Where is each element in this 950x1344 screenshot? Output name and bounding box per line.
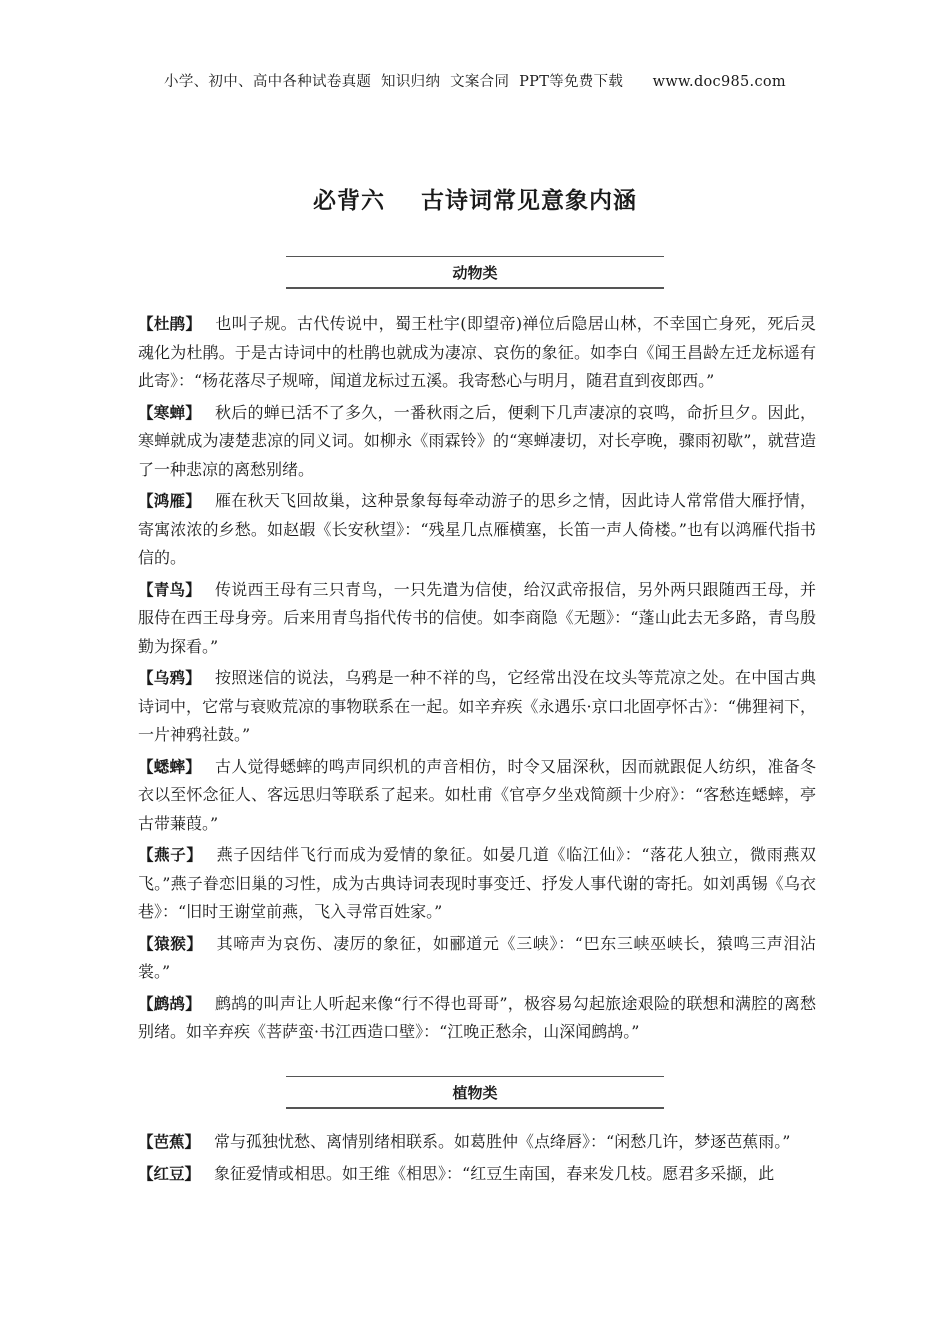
entry-term: 【红豆】 xyxy=(138,1164,201,1183)
entry-text: 按照迷信的说法，乌鸦是一种不祥的鸟，它经常出没在坟头等荒凉之处。在中国古典诗词中，它常与衰败荒凉的事物联系在一起。如辛弃疾《永遇乐·京口北固亭怀古》：“佛狸祠下，一片神鸦社鼓。” xyxy=(138,668,816,744)
entry-term: 【鹧鸪】 xyxy=(138,994,201,1013)
entry-term: 【杜鹃】 xyxy=(138,315,202,333)
entry-qingniao xyxy=(138,576,816,662)
entry-text: 象征爱情或相思。如王维《相思》：“红豆生南国，春来发几枝。愿君多采撷，此 xyxy=(214,1163,775,1183)
entry-text: 古人觉得蟋蟀的鸣声同织机的声音相仿，时令又届深秋，因而就跟促人纺织，准备冬衣以至怀念征人、客远思归等联系了起来。如杜甫《官亭夕坐戏简颜十少府》：“客愁连蟋蟀，亭古带蒹葭。” xyxy=(138,756,816,833)
entry-text: 燕子因结伴飞行而成为爱情的象征。如晏几道《临江仙》：“落花人独立，微雨燕双飞。”燕子眷恋旧巢的习性，成为古典诗词表现时事变迁、抒发人事代谢的寄托。如刘禹锡《乌衣巷》：“旧时王谢堂前燕，飞入寻常百姓家。” xyxy=(138,845,816,921)
entry-yuanhou xyxy=(138,930,816,987)
entry-dujuan xyxy=(138,310,816,396)
entry-term: 【乌鸦】 xyxy=(138,669,201,687)
entry-hongdou xyxy=(138,1160,816,1189)
entry-term: 【蟋蟀】 xyxy=(138,757,201,776)
page-header: 小学、初中、高中各种试卷真题 知识归纳 文案合同 PPT等免费下载 www.doc985.com xyxy=(164,74,786,90)
section-label: 植物类 xyxy=(452,1083,498,1102)
entry-term: 【寒蝉】 xyxy=(138,403,201,422)
entry-bajiao xyxy=(138,1128,816,1157)
entry-term: 【猿猴】 xyxy=(138,934,203,953)
entry-list-plants xyxy=(138,1128,816,1191)
entry-yanzi xyxy=(138,841,816,927)
entry-term: 【青鸟】 xyxy=(138,580,201,599)
entry-text: 也叫子规。古代传说中，蜀王杜宇(即望帝)禅位后隐居山林，不幸国亡身死，死后灵魂化为杜鹃。于是古诗词中的杜鹃也就成为凄凉、哀伤的象征。如李白《闻王昌龄左迁龙标遥有此寄》：“杨花落尽子规啼，闻道龙标过五溪。我寄愁心与明月，随君直到夜郎西。” xyxy=(138,314,816,390)
entry-list-animals xyxy=(138,310,816,1050)
entry-hanchan xyxy=(138,399,816,485)
entry-xishuai xyxy=(138,753,816,839)
entry-term: 【芭蕉】 xyxy=(138,1133,201,1151)
entry-text: 常与孤独忧愁、离情别绪相联系。如葛胜仲《点绛唇》：“闲愁几许，梦逐芭蕉雨。” xyxy=(214,1132,791,1151)
section-label: 动物类 xyxy=(452,263,498,282)
entry-wuya xyxy=(138,664,816,750)
entry-text: 其啼声为哀伤、凄厉的象征，如郦道元《三峡》：“巴东三峡巫峡长，猿鸣三声泪沾裳。” xyxy=(138,933,816,981)
entry-text: 传说西王母有三只青鸟，一只先遣为信使，给汉武帝报信，另外两只跟随西王母，并服侍在西王母身旁。后来用青鸟指代传书的信使。如李商隐《无题》：“蓬山此去无多路，青鸟殷勤为探看。” xyxy=(138,579,816,656)
section-heading-animals xyxy=(286,256,664,289)
entry-term: 【鸿雁】 xyxy=(138,492,201,510)
entry-text: 鹧鸪的叫声让人听起来像“行不得也哥哥”，极容易勾起旅途艰险的联想和满腔的离愁别绪。如辛弃疾《菩萨蛮·书江西造口壁》：“江晚正愁余，山深闻鹧鸪。” xyxy=(138,993,816,1041)
entry-text: 雁在秋天飞回故巢，这种景象每每牵动游子的思乡之情，因此诗人常常借大雁抒情，寄寓浓浓的乡愁。如赵嘏《长安秋望》：“残星几点雁横塞，长笛一声人倚楼。”也有以鸿雁代指书信的。 xyxy=(138,491,816,567)
entry-text: 秋后的蝉已活不了多久，一番秋雨之后，便剩下几声凄凉的哀鸣，命折旦夕。因此，寒蝉就成为凄楚悲凉的同义词。如柳永《雨霖铃》的“寒蝉凄切，对长亭晚，骤雨初歇”，就营造了一种悲凉的离愁别绪。 xyxy=(138,402,816,479)
page-title: 必背六 古诗词常见意象内涵 xyxy=(312,188,638,214)
entry-term: 【燕子】 xyxy=(138,846,203,864)
entry-zhegu xyxy=(138,990,816,1047)
entry-hongyan xyxy=(138,487,816,573)
section-heading-plants xyxy=(286,1076,664,1109)
